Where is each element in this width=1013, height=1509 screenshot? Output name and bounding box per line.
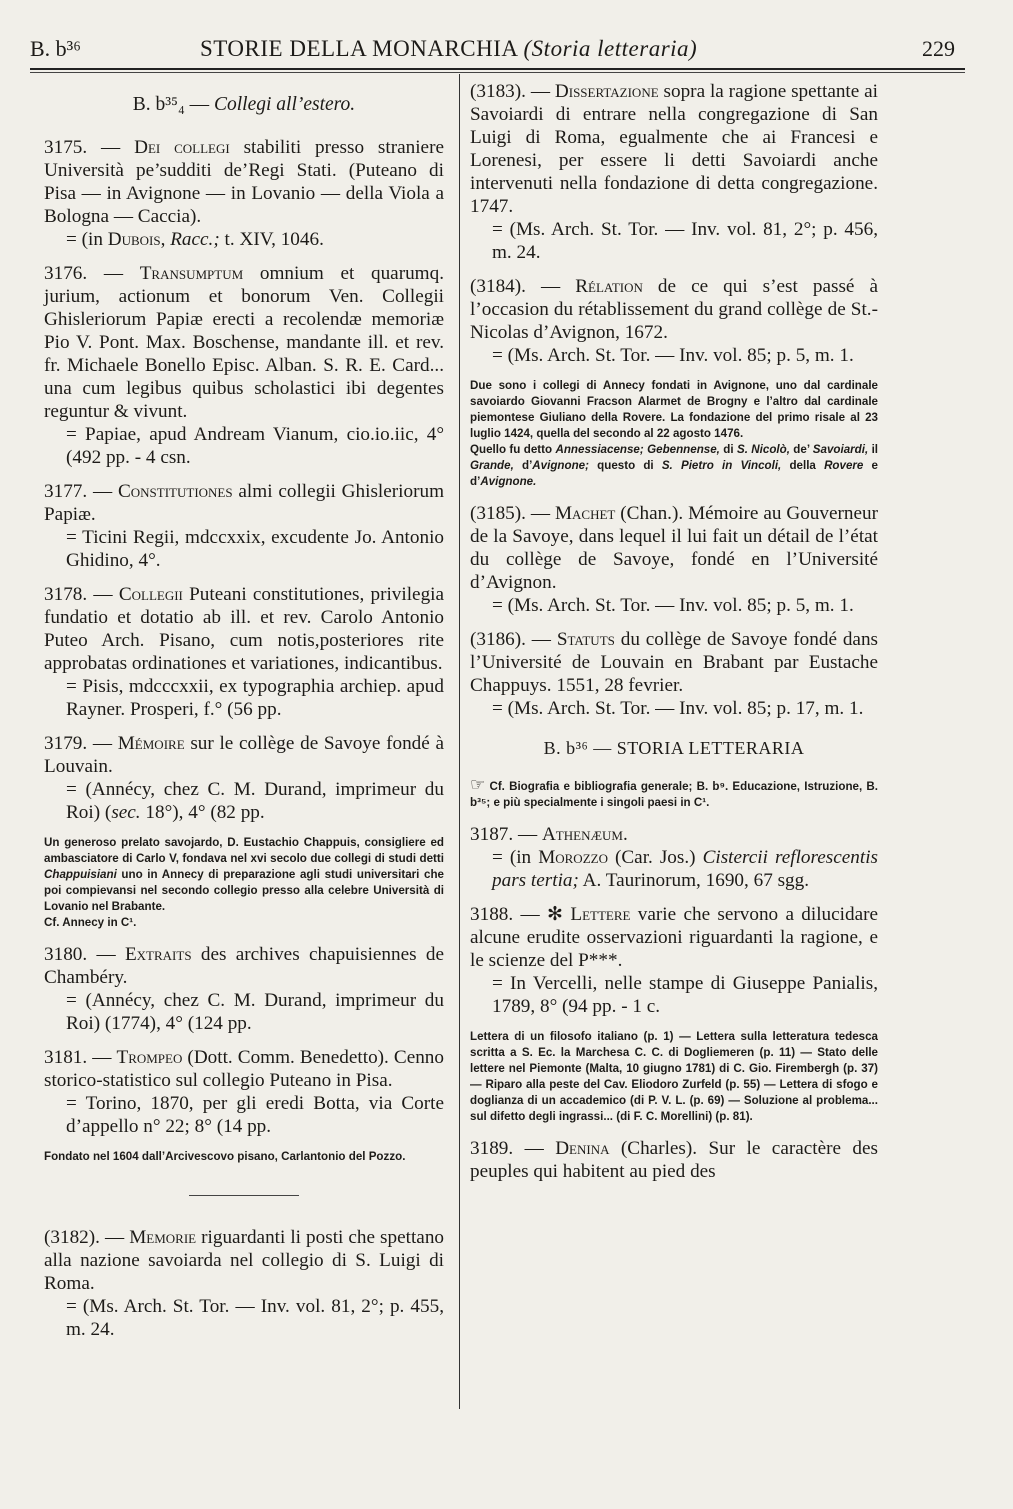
entry-text: (Chan.). Mémoire au Gouverneur de la Savoye, dans lequel il lui fait un détail de l’état du collège de Savoye, fondé en l’Université d’Avignon. <box>470 503 878 593</box>
ref-part: = (in <box>66 229 108 250</box>
note-italic: Avignone. <box>480 475 537 488</box>
entry-number: 3187. <box>470 824 514 845</box>
entry-label: Transumptum <box>139 263 244 284</box>
entry-label: Athenæum. <box>541 824 628 845</box>
note-italic: Annessiacense; Gebennense, <box>555 443 720 456</box>
note-3181: Fondato nel 1604 dall’Arcivescovo pisano, Carlantonio del Pozzo. <box>44 1150 406 1163</box>
column-divider <box>459 74 460 1409</box>
entry-number: 3177. <box>44 481 88 502</box>
entry-imprint <box>44 228 444 251</box>
note-text: uno in Annecy di preparazione agli studi universitari che poi compievansi nel secondo collegio presso alla celebre Università di Lovanio nel Brabante. <box>44 868 444 913</box>
entry-text: de ce qui s’est passé à l’occasion du rétablissement du grand collège de St.-Nicolas d’Avignon, 1672. <box>470 276 878 343</box>
section-code: B. b³⁵₄ — <box>132 94 210 115</box>
note-italic: S. Nicolò, <box>736 443 790 456</box>
separator-rule <box>189 1195 299 1196</box>
entry-imprint: = (Ms. Arch. St. Tor. — Inv. vol. 81, 2°; p. 455, m. 24. <box>66 1296 444 1340</box>
entry-number: 3188. <box>470 904 514 925</box>
entry-text: varie che servono a dilucidare alcune erudite osservazioni riguardanti la ragione, e le scienze del P***. <box>470 904 878 971</box>
page-header <box>30 30 985 66</box>
note-text: di <box>719 443 737 456</box>
entry-3187: 3187. — Athenæum. = (in Morozzo (Car. Jos.) Cistercii reflorescentis pars tertia; A. Taurinorum, 1690, 67 sgg. <box>470 824 878 891</box>
entry-text: stabiliti presso straniere Università pe’sudditi de’Regi Stati. (Puteano di Pisa — in Avignone — in Lovanio — della Viola a Bologna — Caccia). <box>44 137 444 227</box>
section-title: STORIA LETTERARIA <box>616 738 805 758</box>
entry-imprint: = In Vercelli, nelle stampe di Giuseppe Panialis, 1789, 8° (94 pp. - 1 c. <box>492 973 878 1017</box>
entry-3179: 3179. — Mémoire sur le collège de Savoye fondé à Louvain. = (Annécy, chez C. M. Durand, imprimeur du Roi) (sec. 18°), 4° (82 pp. <box>44 733 444 823</box>
entry-text: (Charles). Sur le caractère des peuples qui habitent au pied des <box>470 1138 879 1182</box>
note-text: il <box>868 443 879 456</box>
entry-label: Extraits <box>124 944 192 965</box>
note-text: questo di <box>588 459 662 472</box>
entry-3180: 3180. — Extraits des archives chapuisiennes de Chambéry. = (Annécy, chez C. M. Durand, imprimeur du Roi) (1774), 4° (124 pp. <box>44 944 444 1034</box>
entry-3188: 3188. — ✻ Lettere varie che servono a dilucidare alcune erudite osservazioni riguardanti la ragione, e le scienze del P***. = In Vercelli, nelle stampe di Giuseppe Panialis, 1789, 8° (94 pp. - 1 c. <box>470 904 878 1017</box>
entry-imprint <box>44 778 444 824</box>
entry-imprint: = Ticini Regii, mdccxxix, excudente Jo. Antonio Ghidino, 4°. <box>66 527 444 571</box>
entry-number: 3176. <box>44 263 88 284</box>
entry-imprint: = (Ms. Arch. St. Tor. — Inv. vol. 85; p. 17, m. 1. <box>492 698 864 719</box>
entry-imprint: = Torino, 1870, per gli eredi Botta, via Corte d’appello n° 22; 8° (14 pp. <box>66 1093 444 1137</box>
entry-3176: 3176. — Transumptum omnium et quarumq. jurium, actionum et bonorum Ven. Collegii Ghisleriorum Papiæ erecti a recolendæ memoriæ Pio V. Pont. Max. Boschense, mandante ill. et rev. fr. Michaele Bonello Episc. Alban. S. R. E. Card... una cum legibus quibus scholastici ibi degentes reguntur & vivunt. = Papiae, apud Andream Vianum, cio.io.iic, 4° (492 pp. - 4 csn. <box>44 263 444 468</box>
note-italic: Rovere <box>824 459 864 472</box>
entry-label: ✻ Lettere <box>546 904 631 925</box>
header-rule-thin <box>30 72 965 73</box>
entry-imprint: = (Ms. Arch. St. Tor. — Inv. vol. 85; p. 5, m. 1. <box>492 595 854 616</box>
entry-imprint: = (Annécy, chez C. M. Durand, imprimeur du Roi) (1774), 4° (124 pp. <box>66 990 444 1034</box>
running-head-sub: (Storia letteraria) <box>523 36 698 61</box>
entry-label: Trompeo <box>116 1047 183 1068</box>
entry-3182: (3182). — Memorie riguardanti li posti che spettano alla nazione savoiarda nel collegio di S. Luigi di Roma. = (Ms. Arch. St. Tor. — Inv. vol. 81, 2°; p. 455, m. 24. <box>44 1227 445 1340</box>
ref-work: Racc.; <box>170 229 220 250</box>
section-heading-collegi <box>44 94 444 116</box>
entry-label: Denina <box>555 1138 610 1159</box>
entry-number: (3186). <box>470 629 526 650</box>
note-3184 <box>470 378 878 490</box>
entry-number: 3179. <box>44 733 88 754</box>
note-crossref: Cf. Annecy in C¹. <box>44 916 137 929</box>
entry-number: 3175. <box>44 137 88 158</box>
entry-imprint: = (Ms. Arch. St. Tor. — Inv. vol. 85; p. 5, m. 1. <box>492 345 854 366</box>
entry-3175: 3175. — Dei collegi stabiliti presso straniere Università pe’sudditi de’Regi Stati. (Puteano di Pisa — in Avignone — in Lovanio — della Viola a Bologna — Caccia). = (in Dubois, Racc.; t. XIV, 1046. <box>44 137 444 250</box>
imprint-part: A. Taurinorum, 1690, 67 sgg. <box>578 870 810 891</box>
section-heading-storia <box>470 738 878 759</box>
entry-number: 3189. <box>470 1138 514 1159</box>
entry-label: Rélation <box>575 276 643 297</box>
imprint-work: Cistercii reflorescentis pars tertia; <box>492 847 878 891</box>
entry-3178: 3178. — Collegii Puteani constitutiones, privilegia fundatio et dotatio ab ill. et rev. Carolo Antonio Puteo Arch. Pisano, cum notis,posteriores rite approbatas ordinationes et variationes, indicantibus. = Pisis, mdcccxxii, ex typographia archiep. apud Rayner. Prosperi, f.° (56 pp. <box>44 584 445 720</box>
entry-3181: 3181. — Trompeo (Dott. Comm. Benedetto). Cenno storico-statistico sul collegio Puteano in Pisa. = Torino, 1870, per gli eredi Botta, via Corte d’appello n° 22; 8° (14 pp. <box>44 1047 444 1137</box>
note-text: Due sono i collegi di Annecy fondati in Avignone, uno dal cardinale savoiardo Giovanni Fracson Alarmet de Brogny e l’altro dal cardinale piemontese Giuliano della Rovere. La fondazione del primo risale al 23 luglio 1424, quella del secondo al 22 agosto 1476. <box>470 379 878 440</box>
imprint-part: = (Annécy, chez C. M. Durand, imprimeur du Roi) ( <box>66 779 444 823</box>
entry-imprint: = Pisis, mdcccxxii, ex typographia archiep. apud Rayner. Prosperi, f.° (56 pp. <box>66 676 444 720</box>
entry-text: sur le collège de Savoye fondé à Louvain. <box>44 733 444 777</box>
page-number: 229 <box>922 36 955 61</box>
entry-label: Dissertazione <box>554 81 659 102</box>
imprint-author: Morozzo <box>538 847 608 868</box>
entry-imprint: = (Ms. Arch. St. Tor. — Inv. vol. 81, 2°; p. 456, m. 24. <box>492 219 878 263</box>
ref-part: t. XIV, 1046. <box>219 229 324 250</box>
imprint-part: sec. <box>111 802 141 823</box>
crossref-note <box>470 777 878 811</box>
entry-text: sopra la ragione spettante ai Savoiardi di entrare nella congregazione di San Luigi di Roma, egualmente che ai Francesi e Lorenesi, per essere li detti Savoiardi anche intervenuti nella fondazione di detta congregazione. 1747. <box>470 81 878 217</box>
entry-text: almi collegii Ghisleriorum Papiæ. <box>44 481 445 525</box>
entry-label: Statuts <box>556 629 615 650</box>
note-text: della <box>781 459 825 472</box>
entry-number: 3180. <box>44 944 88 965</box>
entry-label: Machet <box>554 503 616 524</box>
entry-number: 3178. <box>44 584 88 605</box>
entry-text: (Dott. Comm. Benedetto). Cenno storico-statistico sul collegio Puteano in Pisa. <box>44 1047 444 1091</box>
pointing-hand-icon: ☞ <box>470 775 486 794</box>
entry-number: (3185). <box>470 503 526 524</box>
imprint-part: = (in <box>492 847 539 868</box>
left-column <box>44 80 444 1352</box>
entry-label: Memorie <box>129 1227 197 1248</box>
ref-part: , <box>160 229 171 250</box>
note-text: e d’ <box>470 459 879 488</box>
entry-number: (3183). <box>470 81 526 102</box>
note-italic: S. Pietro in Vincoli, <box>661 459 782 472</box>
entry-3183: (3183). — Dissertazione sopra la ragione spettante ai Savoiardi di entrare nella congregazione di San Luigi di Roma, egualmente che ai Francesi e Lorenesi, per essere li detti Savoiardi anche intervenuti nella fondazione di detta congregazione. 1747. = (Ms. Arch. St. Tor. — Inv. vol. 81, 2°; p. 456, m. 24. <box>470 81 878 263</box>
note-text: de’ <box>789 443 813 456</box>
entry-text: omnium et quarumq. jurium, actionum et bonorum Ven. Collegii Ghisleriorum Papiæ erecti a recolendæ memoriæ Pio V. Pont. Max. Boschense, mandante ill. et rev. fr. Michaele Bonello Episc. Alban. S. R. E. Card... una cum legibus quibus scholastici ibi degentes reguntur & vivunt. <box>44 263 444 422</box>
entry-imprint: = Papiae, apud Andream Vianum, cio.io.iic, 4° (492 pp. - 4 csn. <box>66 424 444 468</box>
note-italic: Chappuisiani <box>44 868 117 881</box>
section-code: B. b³⁶ — <box>543 738 612 758</box>
note-italic: Avignone; <box>532 459 589 472</box>
entry-number: (3184). <box>470 276 526 297</box>
entry-text: riguardanti li posti che spettano alla nazione savoiarda nel collegio di S. Luigi di Roma. <box>44 1227 445 1294</box>
imprint-part: 18°), 4° (82 pp. <box>140 802 265 823</box>
note-italic: Grande, <box>470 459 514 472</box>
section-title: Collegi all’estero. <box>214 94 356 115</box>
note-3179 <box>44 835 444 931</box>
entry-3185: (3185). — Machet (Chan.). Mémoire au Gouverneur de la Savoye, dans lequel il lui fait un détail de l’état du collège de Savoye, fondé en l’Université d’Avignon. = (Ms. Arch. St. Tor. — Inv. vol. 85; p. 5, m. 1. <box>470 503 878 616</box>
note-text: d’ <box>513 459 533 472</box>
crossref-text: Cf. Biografia e bibliografia generale; B. b⁹. Educazione, Istruzione, B. b³⁵; e più specialmente i singoli paesi in C¹. <box>470 780 878 809</box>
note-italic: Savoiardi, <box>812 443 869 456</box>
entry-number: (3182). <box>44 1227 100 1248</box>
running-head-code: B. b³⁶ <box>30 36 81 61</box>
note-text: Un generoso prelato savojardo, D. Eustachio Chappuis, consigliere ed ambasciatore di Carlo V, fondava nel xvi secolo due collegi di studi detti <box>44 836 444 865</box>
note-text: Quello fu detto <box>470 443 556 456</box>
entry-3189: 3189. — Denina (Charles). Sur le caractère des peuples qui habitent au pied des <box>470 1138 879 1182</box>
imprint-part: (Car. Jos.) <box>607 847 703 868</box>
entry-label: Dei collegi <box>134 137 230 158</box>
entry-number: 3181. <box>44 1047 88 1068</box>
ref-author: Dubois <box>107 229 161 250</box>
entry-3177: 3177. — Constitutiones almi collegii Ghisleriorum Papiæ. = Ticini Regii, mdccxxix, excudente Jo. Antonio Ghidino, 4°. <box>44 481 445 571</box>
entry-label: Constitutiones <box>117 481 233 502</box>
header-rule <box>30 68 965 70</box>
entry-3186: (3186). — Statuts du collège de Savoye fondé dans l’Université de Louvain en Brabant par Eustache Chappuys. 1551, 28 fevrier. = (Ms. Arch. St. Tor. — Inv. vol. 85; p. 17, m. 1. <box>470 629 878 719</box>
note-3188: Lettera di un filosofo italiano (p. 1) — Lettera sulla letteratura tedesca scritta a S. Ec. la Marchesa C. C. di Dogliemeren (p. 11) — Stato delle lettere nel Piemonte (Malta, 10 giugno 1781) di C. Gio. Firembergh (p. 37) — Riparo alla peste del Cav. Eliodoro Zurfeld (p. 55) — Lettera di sfogo e doglianza di un accademico (di P. V. L. (p. 69) — Soluzione al problema... sul difetto degli ingrassi... (di F. C. Morellini) (p. 81). <box>470 1030 878 1123</box>
entry-label: Mémoire <box>117 733 185 754</box>
entry-text: Puteani constitutiones, privilegia fundatio et dotatio ab ill. et rev. Carolo Antonio Puteo Arch. Pisano, cum notis,posteriores rite approbatas ordinationes et variationes, indicantibus. <box>44 584 445 674</box>
running-head-main: STORIE DELLA MONARCHIA <box>200 36 518 61</box>
entry-3184: (3184). — Rélation de ce qui s’est passé à l’occasion du rétablissement du grand collège de St.-Nicolas d’Avignon, 1672. = (Ms. Arch. St. Tor. — Inv. vol. 85; p. 5, m. 1. <box>470 276 878 366</box>
entry-label: Collegii <box>118 584 183 605</box>
entry-text: des archives chapuisiennes de Chambéry. <box>44 944 444 988</box>
entry-imprint <box>470 846 878 892</box>
running-head-title <box>200 36 697 62</box>
entry-text: du collège de Savoye fondé dans l’Université de Louvain en Brabant par Eustache Chappuys. 1551, 28 fevrier. <box>470 629 878 696</box>
right-column <box>470 80 878 1194</box>
